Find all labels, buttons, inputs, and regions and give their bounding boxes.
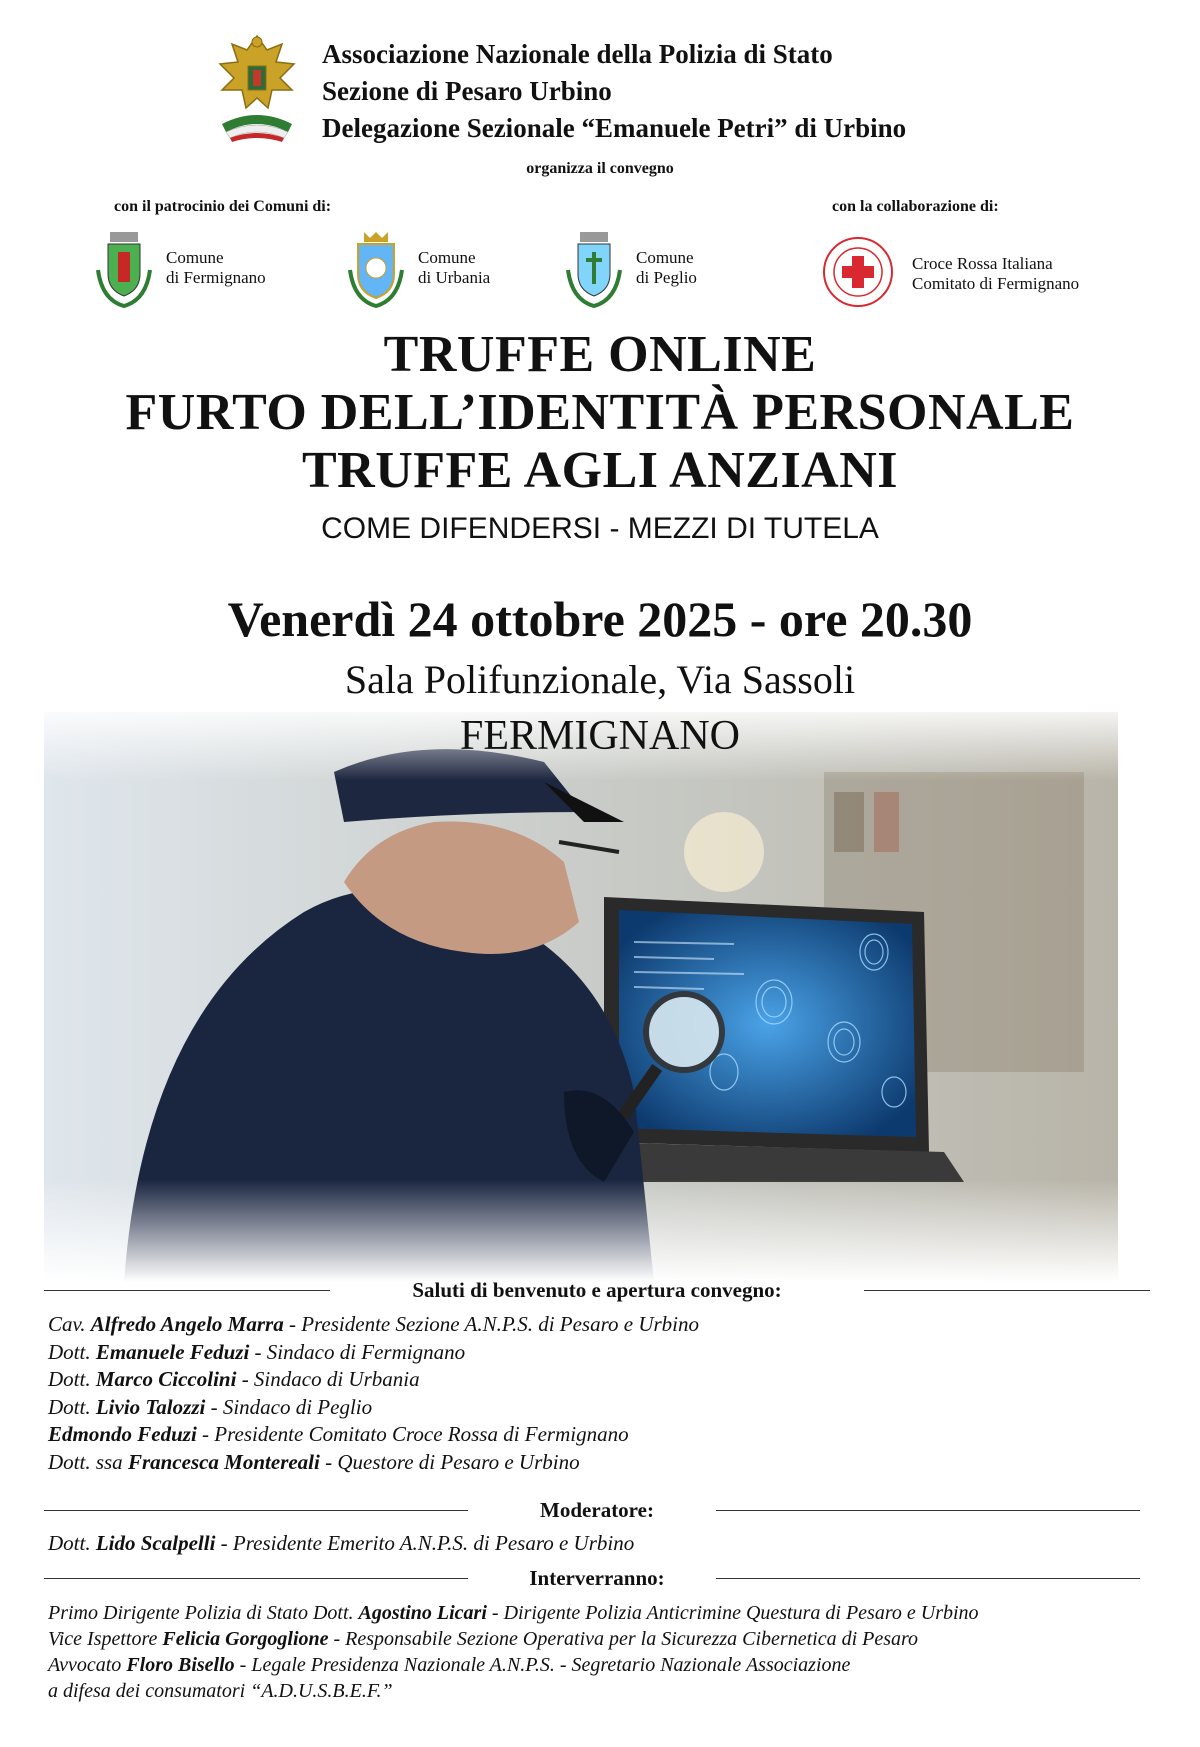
moderatore-list [48, 1530, 634, 1558]
interverranno-list [48, 1600, 979, 1704]
comune-peglio-line1: Comune [636, 248, 694, 267]
collaborazione-label: con la collaborazione di: [832, 198, 999, 215]
interverranno-heading [44, 1566, 1150, 1590]
speaker-row: Vice Ispettore Felicia Gorgoglione - Responsabile Sezione Operativa per la Sicurezza Cibernetica di Pesaro [48, 1628, 919, 1650]
saluti-heading-label: Saluti di benvenuto e apertura convegno: [412, 1278, 782, 1302]
header [212, 28, 1112, 148]
speaker-row: Primo Dirigente Polizia di Stato Dott. Agostino Licari - Dirigente Polizia Anticrimine Questura di Pesaro e Urbino [48, 1602, 979, 1624]
speaker-row: Avvocato Floro Bisello - Legale Presidenza Nazionale A.N.P.S. - Segretario Nazionale Associazione [48, 1654, 851, 1676]
title-line-3: TRUFFE AGLI ANZIANI [301, 442, 899, 499]
fermignano-crest-icon [94, 230, 154, 310]
speaker-row: Dott. Marco Ciccolini - Sindaco di Urbania [48, 1367, 420, 1391]
comune-urbania-line1: Comune [418, 248, 476, 267]
speaker-row: Dott. ssa Francesca Montereali - Questore di Pesaro e Urbino [48, 1449, 580, 1474]
interverranno-heading-label: Interverranno: [529, 1566, 665, 1590]
patrocinio-label: con il patrocinio dei Comuni di: [114, 198, 332, 215]
speaker-row: Dott. Livio Talozzi - Sindaco di Peglio [48, 1394, 373, 1419]
peglio-crest-icon [564, 230, 624, 310]
subtitle: COME DIFENDERSI - MEZZI DI TUTELA [321, 512, 879, 545]
cri-line1: Croce Rossa Italiana [912, 254, 1053, 273]
title-line-1: TRUFFE ONLINE [383, 326, 817, 383]
comune-fermignano-line2: di Fermignano [166, 268, 266, 287]
divider [716, 1510, 1140, 1511]
event-venue: Sala Polifunzionale, Via Sassoli [344, 657, 856, 702]
comune-urbania-line2: di Urbania [418, 268, 491, 287]
saluti-heading [44, 1278, 1150, 1302]
divider [716, 1578, 1140, 1579]
comune-peglio-line2: di Peglio [636, 268, 697, 287]
event-date: Venerdì 24 ottobre 2025 - ore 20.30 [227, 591, 973, 647]
anps-eagle-logo [212, 28, 302, 148]
speaker-row: Edmondo Feduzi - Presidente Comitato Croce Rossa di Fermignano [48, 1422, 629, 1446]
croce-rossa [822, 236, 1122, 308]
croce-rossa-emblem-icon [822, 236, 894, 308]
speaker-row: Dott. Emanuele Feduzi - Sindaco di Fermignano [48, 1339, 466, 1364]
org-line-2: Sezione di Pesaro Urbino [322, 76, 612, 106]
title-line-2: FURTO DELL’IDENTITÀ PERSONALE [125, 384, 1075, 441]
speaker-row: Cav. Alfredo Angelo Marra - Presidente Sezione A.N.P.S. di Pesaro e Urbino [48, 1312, 699, 1336]
moderatore-heading-label: Moderatore: [540, 1498, 654, 1522]
saluti-list [48, 1311, 699, 1476]
event-city: FERMIGNANO [459, 713, 740, 759]
speaker-row: Dott. Lido Scalpelli - Presidente Emerito A.N.P.S. di Pesaro e Urbino [48, 1531, 635, 1555]
cri-line2: Comitato di Fermignano [912, 274, 1080, 293]
org-line-1: Associazione Nazionale della Polizia di Stato [322, 39, 833, 69]
police-cybercrime-photo [44, 712, 1118, 1282]
title-block [0, 326, 1200, 546]
divider [864, 1290, 1150, 1291]
moderatore-heading [44, 1498, 1150, 1522]
org-line-3: Delegazione Sezionale “Emanuele Petri” di Urbino [322, 113, 907, 143]
urbania-crest-icon [346, 230, 406, 310]
organizza-text: organizza il convegno [526, 160, 674, 177]
speaker-row: a difesa dei consumatori “A.D.U.S.B.E.F.” [48, 1680, 393, 1702]
comune-fermignano-line1: Comune [166, 248, 224, 267]
